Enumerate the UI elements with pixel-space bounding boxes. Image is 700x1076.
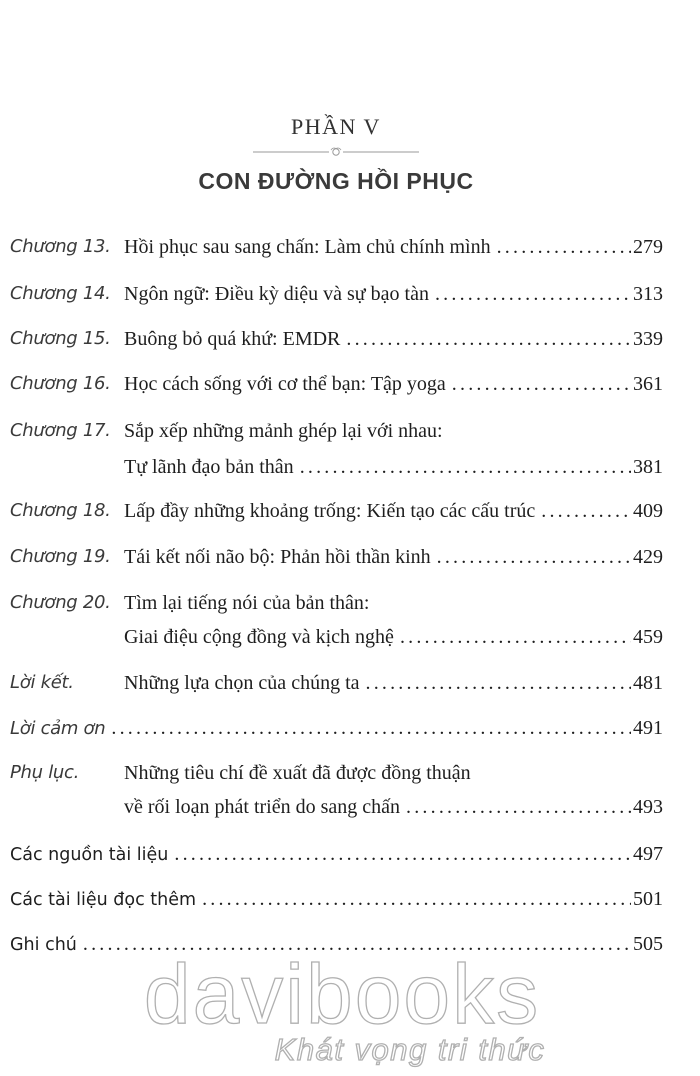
leader-dots [366,672,632,695]
leader-dots [406,796,631,819]
toc-page-number: 501 [633,888,663,910]
toc-label: Chương 17. [10,420,111,441]
toc-title: Ngôn ngữ: Điều kỳ diệu và sự bạo tàn [124,283,429,305]
toc-label: Chương 16. [10,373,111,394]
leader-dots [435,283,631,306]
leader-dots [437,546,631,569]
watermark-brand: davibooks [143,947,541,1041]
part-title: PHẦN V [291,114,381,139]
leader-dots [346,328,631,351]
toc-page-number: 491 [633,717,663,739]
leader-dots [111,717,631,740]
toc-page-number: 429 [633,546,663,568]
toc-title: Giai điệu cộng đồng và kịch nghệ [124,626,394,648]
toc-page-number: 279 [633,236,663,258]
leader-dots [202,888,631,911]
toc-label: Chương 19. [10,546,111,567]
section-title: CON ĐƯỜNG HỒI PHỤC [198,168,474,194]
toc-label: Phụ lục. [10,762,80,783]
leader-dots [541,500,631,523]
toc-label: Chương 18. [10,500,111,521]
toc-title: Hồi phục sau sang chấn: Làm chủ chính mình [124,236,491,258]
toc-title: Các tài liệu đọc thêm [10,890,197,910]
toc-title: Các nguồn tài liệu [10,845,169,865]
toc-title: Buông bỏ quá khứ: EMDR [124,328,341,350]
toc-page-number: 409 [633,500,663,522]
toc-page-number: 381 [633,456,663,478]
toc-page-number: 361 [633,373,663,395]
toc-title: Lấp đầy những khoảng trống: Kiến tạo các cấu trúc [124,500,536,522]
toc-label: Chương 14. [10,283,111,304]
toc-title: Những lựa chọn của chúng ta [124,672,360,694]
toc-page-number: 493 [633,796,663,818]
toc-page-number: 497 [633,843,663,865]
leader-dots [497,236,631,259]
toc-page-number: 313 [633,283,663,305]
toc-title-line1: Những tiêu chí đề xuất đã được đồng thuận [124,762,471,784]
toc-label: Lời cảm ơn [10,718,106,739]
toc-label: Chương 13. [10,236,111,257]
leader-dots [174,843,631,866]
leader-dots [400,626,631,649]
leader-dots [300,456,631,479]
toc-label: Lời kết. [10,672,74,693]
toc-title-line1: Tìm lại tiếng nói của bản thân: [124,592,370,614]
divider-ornament [253,146,419,158]
toc-page-number: 481 [633,672,663,694]
toc-page-number: 339 [633,328,663,350]
toc-page-number: 459 [633,626,663,648]
toc-label: Chương 20. [10,592,111,613]
toc-title: Học cách sống với cơ thể bạn: Tập yoga [124,373,446,395]
toc-title: về rối loạn phát triển do sang chấn [124,796,401,818]
toc-label: Chương 15. [10,328,111,349]
toc-title-line1: Sắp xếp những mảnh ghép lại với nhau: [124,420,443,442]
toc-title: Ghi chú [10,935,77,955]
toc-title: Tái kết nối não bộ: Phản hồi thần kinh [124,546,431,568]
watermark-slogan: Khát vọng tri thức [274,1032,546,1067]
leader-dots [452,373,631,396]
toc-title: Tự lãnh đạo bản thân [124,456,294,478]
toc-page-number: 505 [633,933,663,955]
